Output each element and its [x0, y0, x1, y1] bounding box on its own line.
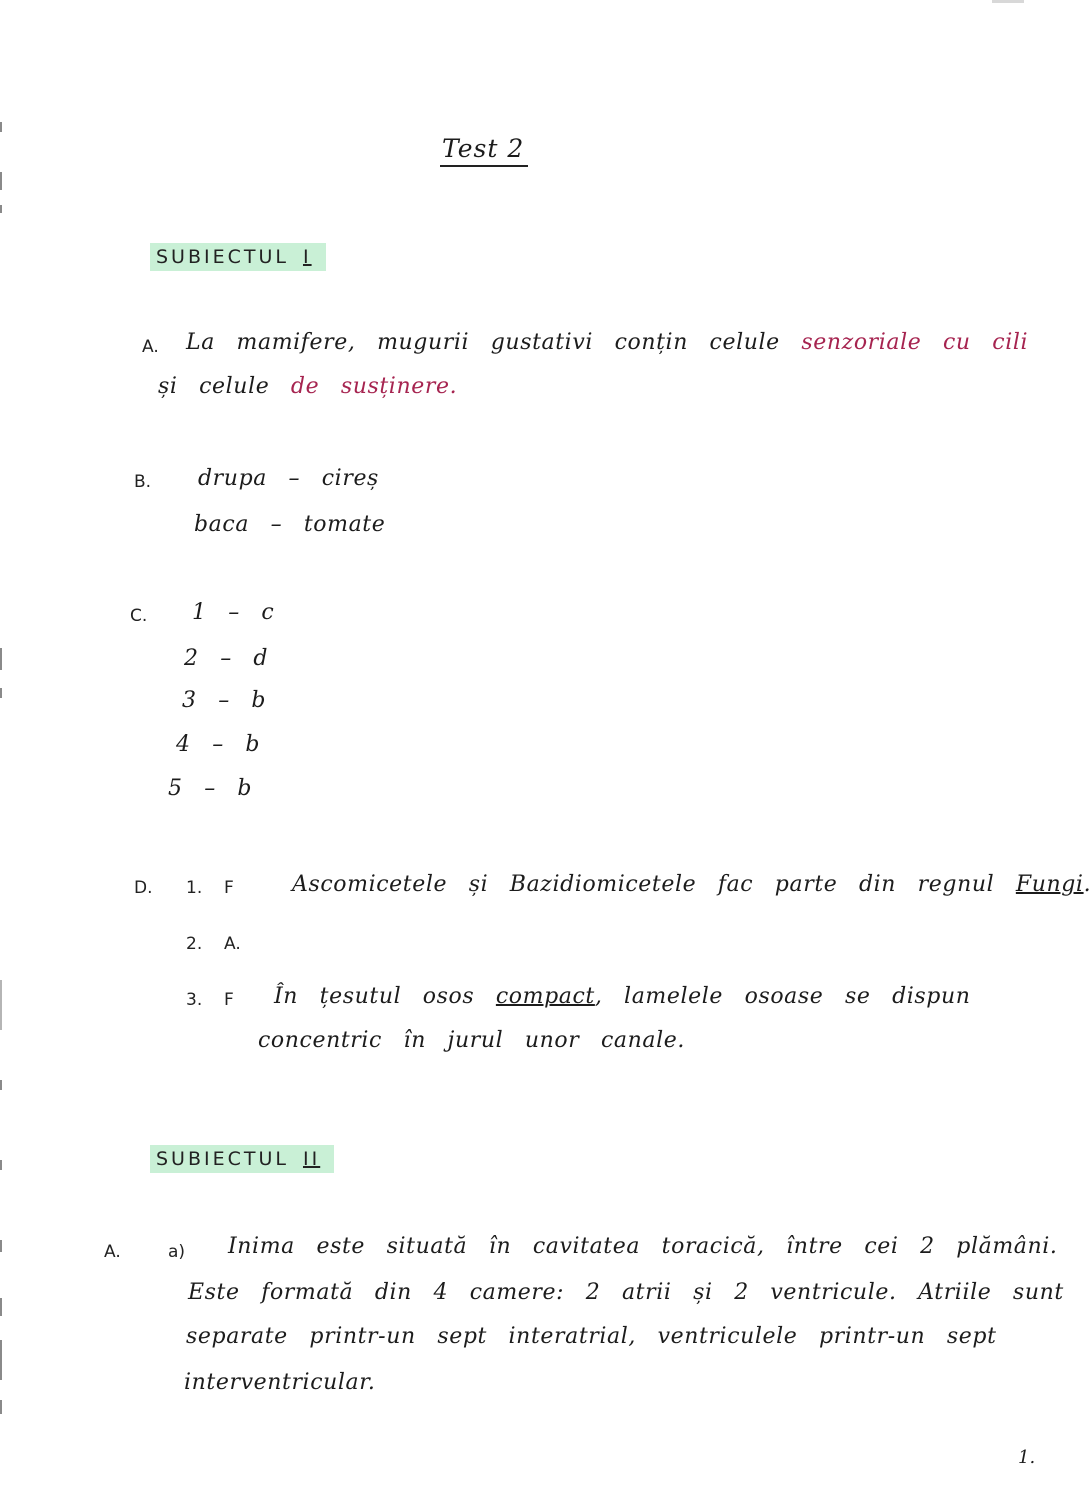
answer-C-2: 2 – d	[184, 646, 269, 671]
section-roman-numeral: I	[302, 246, 312, 268]
answer-2A-line-3: separate printr-un sept interatrial, ventriculele printr-un sept	[186, 1324, 997, 1349]
answer-2A-line-2: Este formată din 4 camere: 2 atrii și 2 ventricule. Atriile sunt	[188, 1280, 1064, 1305]
section-heading-label: SUBIECTUL	[156, 1148, 289, 1170]
answer-letter: b	[237, 776, 253, 801]
scan-artifact	[0, 172, 2, 190]
underlined-term: compact	[495, 984, 595, 1009]
scan-artifact	[0, 205, 2, 213]
sub-item-label: a)	[168, 1242, 186, 1262]
scan-artifact	[0, 1340, 2, 1380]
punctuation: .	[1083, 872, 1091, 897]
item-label-D: D.	[134, 878, 153, 898]
answer-text-highlighted: senzoriale cu cili	[801, 330, 1029, 355]
fruit-type: drupa	[198, 466, 267, 491]
answer-D-1-text	[292, 872, 1091, 897]
answer-text: La mamifere, mugurii gustativi conțin celule	[186, 330, 780, 355]
answer-C-3: 3 – b	[182, 688, 267, 713]
answer-D-3-line-2: concentric în jurul unor canale.	[258, 1028, 685, 1053]
fruit-type: baca	[194, 512, 250, 537]
answer-C-4: 4 – b	[176, 732, 261, 757]
underlined-term: Fungi	[1015, 872, 1084, 897]
page-number: 1.	[1018, 1447, 1036, 1468]
section-heading-label: SUBIECTUL	[156, 246, 289, 268]
true-false-mark: F	[224, 878, 234, 898]
answer-letter: b	[251, 688, 267, 713]
scan-artifact	[0, 1298, 2, 1316]
question-number: 3.	[186, 990, 203, 1010]
section-roman-numeral: II	[302, 1148, 321, 1170]
answer-A-line-1	[186, 330, 1028, 355]
scan-artifact	[992, 0, 1024, 3]
true-false-mark: F	[224, 990, 234, 1010]
item-label-C: C.	[130, 606, 148, 626]
scan-artifact	[0, 1400, 2, 1414]
answer-B-pair-2: baca – tomate	[194, 512, 386, 537]
scan-artifact	[0, 1160, 2, 1170]
question-number: 4	[176, 732, 191, 757]
answer-text: În țesutul osos	[274, 984, 475, 1009]
answer-text: și celule	[158, 374, 270, 399]
scan-artifact	[0, 1240, 2, 1252]
answer-text: , lamelele osoase se dispun	[594, 984, 971, 1009]
fruit-example: tomate	[303, 512, 386, 537]
page-title: Test 2	[440, 134, 528, 167]
answer-text-highlighted: de susținere.	[290, 374, 458, 399]
answer-2A-line-1: Inima este situată în cavitatea toracică, între cei 2 plămâni.	[228, 1234, 1058, 1259]
section-heading-subiectul-1	[150, 243, 326, 271]
item-label-A: A.	[104, 1242, 121, 1262]
item-label-B: B.	[134, 472, 152, 492]
fruit-example: cireș	[321, 466, 379, 491]
section-heading-subiectul-2	[150, 1145, 334, 1173]
answer-letter: c	[261, 600, 275, 625]
question-number: 1	[192, 600, 207, 625]
answer-A-line-2	[158, 374, 457, 399]
question-number: 5	[168, 776, 183, 801]
question-number: 1.	[186, 878, 203, 898]
item-label-A: A.	[142, 337, 159, 357]
answer-text: Ascomicetele și Bazidiomicetele fac parte din regnul	[292, 872, 995, 897]
answer-C-5: 5 – b	[168, 776, 253, 801]
scan-artifact	[0, 122, 2, 132]
question-number: 2	[184, 646, 199, 671]
scan-artifact	[0, 688, 2, 698]
question-number: 2.	[186, 934, 203, 954]
scan-artifact	[0, 980, 2, 1030]
scan-artifact	[0, 1080, 2, 1090]
answer-D-3-line-1	[274, 984, 971, 1009]
answer-2A-line-4: interventricular.	[184, 1370, 376, 1395]
true-false-mark: A.	[224, 934, 241, 954]
question-number: 3	[182, 688, 197, 713]
answer-letter: b	[245, 732, 261, 757]
scan-artifact	[0, 648, 2, 670]
answer-B-pair-1: drupa – cireș	[198, 466, 379, 491]
answer-letter: d	[253, 646, 269, 671]
answer-C-1: 1 – c	[192, 600, 275, 625]
